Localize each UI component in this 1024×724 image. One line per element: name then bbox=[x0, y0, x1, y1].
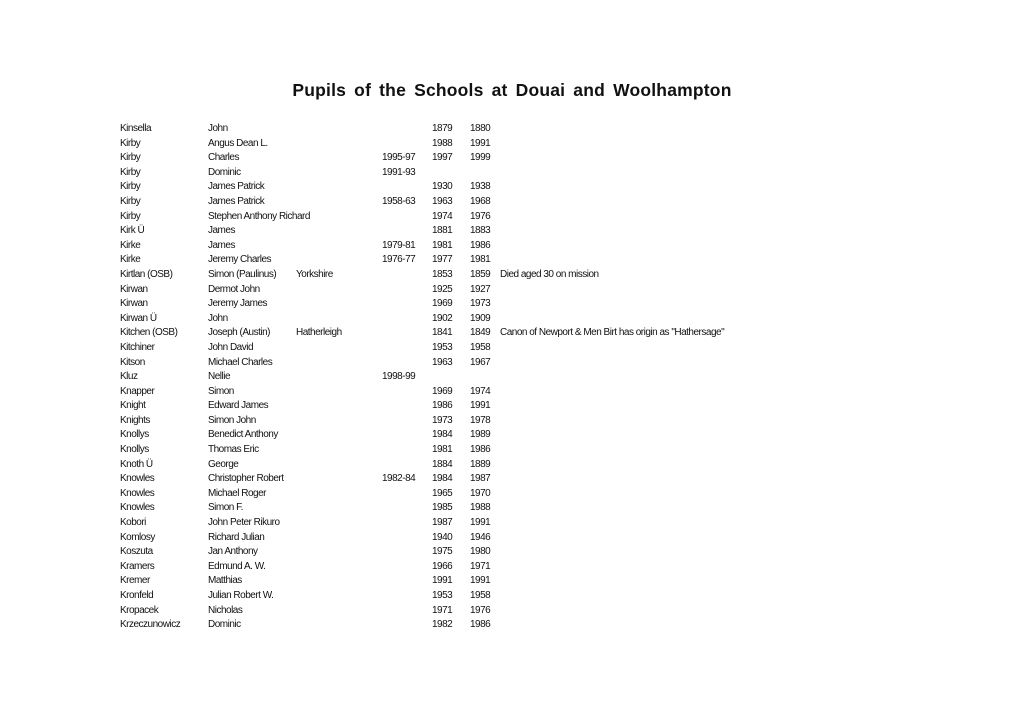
pupil-surname: Kirwan Ü bbox=[120, 312, 157, 324]
pupil-surname: Komlosy bbox=[120, 531, 155, 543]
pupil-entry-year: 1963 bbox=[432, 195, 453, 207]
pupil-leaving-year: 1967 bbox=[470, 356, 491, 368]
pupil-entry-year: 1991 bbox=[432, 575, 453, 587]
pupil-forename: Richard Julian bbox=[208, 531, 265, 543]
pupil-leaving-year: 1976 bbox=[470, 604, 491, 616]
pupil-leaving-year: 1988 bbox=[470, 502, 491, 514]
pupil-surname: Kluz bbox=[120, 371, 138, 383]
pupil-prep-years: 1991-93 bbox=[382, 166, 416, 178]
pupil-leaving-year: 1978 bbox=[470, 414, 491, 426]
pupil-forename: Nellie bbox=[208, 371, 231, 383]
pupil-surname: Knapper bbox=[120, 385, 155, 397]
pupil-entry-year: 1981 bbox=[432, 444, 453, 456]
pupil-entry-year: 1969 bbox=[432, 385, 453, 397]
pupil-forename: John Peter Rikuro bbox=[208, 517, 280, 529]
pupil-surname: Kirby bbox=[120, 210, 141, 222]
pupil-forename: Simon bbox=[208, 385, 234, 397]
pupil-prep-years: 1979-81 bbox=[382, 239, 416, 251]
pupil-notes: Died aged 30 on mission bbox=[500, 268, 599, 280]
pupil-entry-year: 1841 bbox=[432, 327, 453, 339]
pupil-forename: Simon John bbox=[208, 414, 256, 426]
pupil-leaving-year: 1889 bbox=[470, 458, 491, 470]
pupil-surname: Kropacek bbox=[120, 604, 159, 616]
pupil-entry-year: 1981 bbox=[432, 239, 453, 251]
pupil-entry-year: 1940 bbox=[432, 531, 453, 543]
pupil-surname: Krzeczunowicz bbox=[120, 619, 181, 631]
pupil-surname: Knowles bbox=[120, 502, 155, 514]
pupil-forename: Michael Roger bbox=[208, 487, 266, 499]
pupil-entry-year: 1984 bbox=[432, 429, 453, 441]
pupil-surname: Kirke bbox=[120, 239, 141, 251]
pupil-surname: Kirwan bbox=[120, 298, 148, 310]
pupil-entry-year: 1881 bbox=[432, 225, 453, 237]
pupil-surname: Kremer bbox=[120, 575, 150, 587]
pupil-entry-year: 1966 bbox=[432, 560, 453, 572]
pupil-leaving-year: 1938 bbox=[470, 181, 491, 193]
pupil-leaving-year: 1946 bbox=[470, 531, 491, 543]
pupil-entry-year: 1984 bbox=[432, 473, 453, 485]
page-title: Pupils of the Schools at Douai and Woolhampton bbox=[292, 80, 732, 100]
pupil-leaving-year: 1999 bbox=[470, 152, 491, 164]
pupil-forename: John bbox=[208, 123, 228, 134]
pupil-forename: Joseph (Austin) bbox=[208, 327, 270, 339]
pupil-surname: Kirby bbox=[120, 166, 141, 178]
pupil-surname: Koszuta bbox=[120, 546, 153, 558]
pupil-prep-years: 1982-84 bbox=[382, 473, 416, 485]
pupil-surname: Knowles bbox=[120, 473, 155, 485]
pupil-surname: Knight bbox=[120, 400, 146, 412]
pupil-leaving-year: 1980 bbox=[470, 546, 491, 558]
pupil-forename: Dominic bbox=[208, 166, 241, 178]
pupil-forename: Jeremy James bbox=[208, 298, 268, 310]
pupil-surname: Knights bbox=[120, 414, 150, 426]
pupil-entry-year: 1953 bbox=[432, 341, 453, 353]
pupil-leaving-year: 1981 bbox=[470, 254, 491, 266]
pupil-surname: Knollys bbox=[120, 429, 149, 441]
pupil-leaving-year: 1909 bbox=[470, 312, 491, 324]
pupil-forename: James Patrick bbox=[208, 195, 265, 207]
pupil-forename: James bbox=[208, 225, 235, 237]
pupil-surname: Kobori bbox=[120, 517, 146, 529]
pupil-forename: Nicholas bbox=[208, 604, 243, 616]
pupil-forename: Thomas Eric bbox=[208, 444, 259, 456]
pupil-entry-year: 1987 bbox=[432, 517, 453, 529]
pupil-forename: Jan Anthony bbox=[208, 546, 258, 558]
pupil-prep-years: 1998-99 bbox=[382, 371, 416, 383]
pupil-surname: Kirby bbox=[120, 152, 141, 164]
pupil-forename: Benedict Anthony bbox=[208, 429, 278, 441]
pupil-forename: Dermot John bbox=[208, 283, 260, 295]
pupil-leaving-year: 1880 bbox=[470, 123, 491, 134]
pupil-forename: Christopher Robert bbox=[208, 473, 284, 485]
pupil-entry-year: 1975 bbox=[432, 546, 453, 558]
pupil-prep-years: 1976-77 bbox=[382, 254, 416, 266]
pupil-forename: Angus Dean L. bbox=[208, 137, 268, 149]
pupil-forename: Stephen Anthony Richard bbox=[208, 210, 310, 222]
pupil-surname: Kitson bbox=[120, 356, 145, 368]
pupil-entry-year: 1925 bbox=[432, 283, 453, 295]
pupil-entry-year: 1977 bbox=[432, 254, 453, 266]
pupil-forename: Simon F. bbox=[208, 502, 243, 514]
pupil-surname: Knoth Ü bbox=[120, 458, 153, 470]
pupil-forename: Simon (Paulinus) bbox=[208, 268, 277, 280]
pupil-leaving-year: 1883 bbox=[470, 225, 491, 237]
pupil-forename: Dominic bbox=[208, 619, 241, 631]
pupil-forename: Edward James bbox=[208, 400, 269, 412]
pupil-entry-year: 1974 bbox=[432, 210, 453, 222]
pupil-entry-year: 1971 bbox=[432, 604, 453, 616]
pupil-entry-year: 1982 bbox=[432, 619, 453, 631]
pupil-forename: Jeremy Charles bbox=[208, 254, 272, 266]
pupil-forename: John bbox=[208, 312, 228, 324]
pupil-surname: Knollys bbox=[120, 444, 149, 456]
pupil-surname: Kirby bbox=[120, 137, 141, 149]
pupil-forename: Matthias bbox=[208, 575, 242, 587]
pupil-surname: Kirk Ü bbox=[120, 225, 145, 237]
pupil-leaving-year: 1976 bbox=[470, 210, 491, 222]
pupil-entry-year: 1973 bbox=[432, 414, 453, 426]
pupil-surname: Kirwan bbox=[120, 283, 148, 295]
pupil-entry-year: 1879 bbox=[432, 123, 453, 134]
pupil-leaving-year: 1991 bbox=[470, 575, 491, 587]
pupil-surname: Kinsella bbox=[120, 123, 152, 134]
pupil-leaving-year: 1991 bbox=[470, 517, 491, 529]
pupil-forename: James bbox=[208, 239, 235, 251]
pupil-leaving-year: 1991 bbox=[470, 137, 491, 149]
pupil-surname: Kirby bbox=[120, 195, 141, 207]
pupil-surname: Kirtlan (OSB) bbox=[120, 268, 173, 280]
pupil-leaving-year: 1970 bbox=[470, 487, 491, 499]
pupil-leaving-year: 1968 bbox=[470, 195, 491, 207]
pupil-origin: Hatherleigh bbox=[296, 327, 342, 339]
pupil-entry-year: 1988 bbox=[432, 137, 453, 149]
pupil-leaving-year: 1958 bbox=[470, 341, 491, 353]
pupil-leaving-year: 1989 bbox=[470, 429, 491, 441]
pupil-surname: Kramers bbox=[120, 560, 155, 572]
pupil-surname: Kitchiner bbox=[120, 341, 155, 353]
pupil-forename: James Patrick bbox=[208, 181, 265, 193]
pupil-entry-year: 1884 bbox=[432, 458, 453, 470]
pupil-entry-year: 1997 bbox=[432, 152, 453, 164]
pupil-prep-years: 1995-97 bbox=[382, 152, 416, 164]
pupil-leaving-year: 1971 bbox=[470, 560, 491, 572]
pupil-leaving-year: 1986 bbox=[470, 444, 491, 456]
pupil-surname: Kronfeld bbox=[120, 590, 154, 601]
pupil-entry-year: 1965 bbox=[432, 487, 453, 499]
pupil-forename: Edmund A. W. bbox=[208, 560, 266, 572]
pupil-leaving-year: 1986 bbox=[470, 619, 491, 631]
pupil-leaving-year: 1849 bbox=[470, 327, 491, 339]
pupil-forename: John David bbox=[208, 341, 254, 353]
pupil-entry-year: 1963 bbox=[432, 356, 453, 368]
pupil-forename: Julian Robert W. bbox=[208, 590, 274, 601]
pupil-entry-year: 1986 bbox=[432, 400, 453, 412]
pupil-leaving-year: 1986 bbox=[470, 239, 491, 251]
pupil-leaving-year: 1987 bbox=[470, 473, 491, 485]
pupil-leaving-year: 1859 bbox=[470, 268, 491, 280]
pupil-forename: Michael Charles bbox=[208, 356, 273, 368]
pupil-entry-year: 1985 bbox=[432, 502, 453, 514]
pupil-leaving-year: 1974 bbox=[470, 385, 491, 397]
pupil-entry-year: 1953 bbox=[432, 590, 453, 601]
pupil-forename: Charles bbox=[208, 152, 239, 164]
pupil-leaving-year: 1991 bbox=[470, 400, 491, 412]
pupil-leaving-year: 1973 bbox=[470, 298, 491, 310]
pupil-origin: Yorkshire bbox=[296, 268, 333, 280]
pupil-prep-years: 1958-63 bbox=[382, 195, 416, 207]
pupil-leaving-year: 1958 bbox=[470, 590, 491, 601]
pupil-surname: Knowles bbox=[120, 487, 155, 499]
pupil-forename: George bbox=[208, 458, 239, 470]
pupil-entry-year: 1902 bbox=[432, 312, 453, 324]
pupil-leaving-year: 1927 bbox=[470, 283, 491, 295]
pupil-surname: Kitchen (OSB) bbox=[120, 327, 178, 339]
pupil-surname: Kirby bbox=[120, 181, 141, 193]
pupil-surname: Kirke bbox=[120, 254, 141, 266]
pupil-entry-year: 1930 bbox=[432, 181, 453, 193]
pupil-notes: Canon of Newport & Men Birt has origin as "Hathersage" bbox=[500, 327, 725, 339]
pupil-entry-year: 1969 bbox=[432, 298, 453, 310]
pupil-entry-year: 1853 bbox=[432, 268, 453, 280]
